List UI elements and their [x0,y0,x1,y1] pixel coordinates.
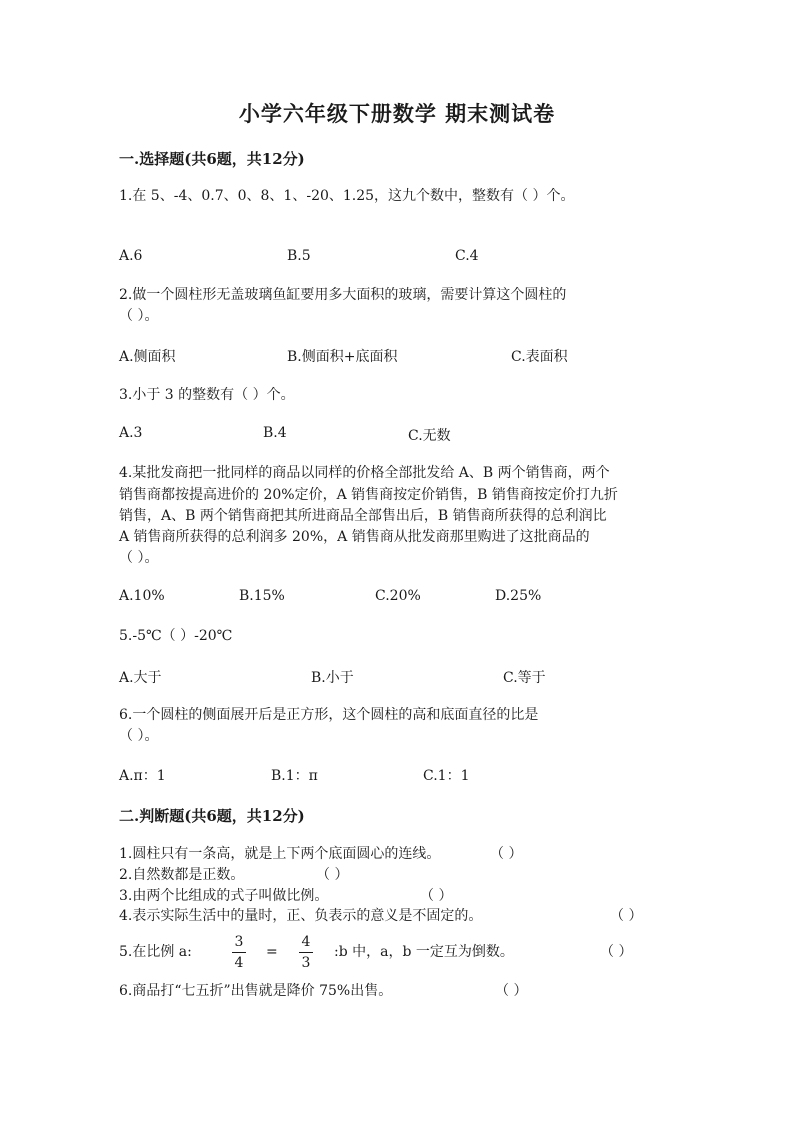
question-4-option-d: D.25% [495,588,542,604]
question-5-option-a: A.大于 [119,670,162,686]
judgement-6-text: 6.商品打“七五折”出售就是降价 75%出售。 [119,983,393,999]
fraction-numerator: 3 [234,934,244,950]
question-2-option-a: A.侧面积 [119,349,176,365]
judgement-3-text: 3.由两个比组成的式子叫做比例。 [119,888,329,904]
question-4-text-line-3: 销售，A、B 两个销售商把其所进商品全部售出后，B 销售商所获得的总利润比 [119,508,607,524]
question-2-text-line-2: （ ）。 [119,308,159,324]
judgement-5-equals: = [266,944,278,960]
question-4-text-line-5: （ ）。 [119,550,159,566]
question-5-option-b: B.小于 [311,670,354,686]
question-6-option-a: A.π：1 [119,768,166,784]
question-2-option-b: B.侧面积+底面积 [287,349,398,365]
judgement-6-blank: （ ） [495,983,528,999]
question-2-text-line-1: 2.做一个圆柱形无盖玻璃鱼缸要用多大面积的玻璃，需要计算这个圆柱的 [119,287,567,303]
judgement-4-blank: （ ） [610,908,643,924]
section-heading-judgement: 二.判断题(共6题，共12分) [119,807,305,825]
question-4-text-line-4: A 销售商所获得的总利润多 20%，A 销售商从批发商那里购进了这批商品的 [119,529,590,545]
question-5-option-c: C.等于 [503,670,546,686]
page-title: 小学六年级下册数学 期末测试卷 [238,101,556,126]
judgement-2-blank: （ ） [316,867,349,883]
question-3-option-a: A.3 [119,425,143,441]
judgement-5-text-after: :b 中，a，b 一定互为倒数。 [334,944,514,960]
question-3-option-b: B.4 [263,425,287,441]
question-4-option-c: C.20% [375,588,421,604]
judgement-1-blank: （ ） [490,846,523,862]
question-3-text: 3.小于 3 的整数有（ ）个。 [119,387,295,403]
fraction-numerator: 4 [301,934,311,950]
judgement-5-fraction-1 [231,934,247,971]
judgement-2-text: 2.自然数都是正数。 [119,867,245,883]
fraction-denominator: 3 [301,955,311,971]
question-1-option-a: A.6 [119,248,143,264]
question-1-option-c: C.4 [455,248,479,264]
fraction-bar [232,952,246,953]
question-6-text-line-2: （ ）。 [119,728,159,744]
judgement-1-text: 1.圆柱只有一条高，就是上下两个底面圆心的连线。 [119,846,441,862]
question-6-option-c: C.1：1 [423,768,470,784]
judgement-3-blank: （ ） [420,888,453,904]
fraction-denominator: 4 [234,955,244,971]
judgement-5-text-before: 5.在比例 a: [119,944,192,960]
judgement-4-text: 4.表示实际生活中的量时，正、负表示的意义是不固定的。 [119,908,483,924]
question-4-option-a: A.10% [119,588,165,604]
question-1-text: 1.在 5、-4、0.7、0、8、1、-20、1.25，这九个数中，整数有（ ）个。 [119,188,575,204]
question-4-option-b: B.15% [239,588,285,604]
question-4-text-line-2: 销售商都按提高进价的 20%定价，A 销售商按定价销售，B 销售商按定价打九折 [119,487,618,503]
question-3-option-c: C.无数 [408,428,451,444]
question-2-option-c: C.表面积 [511,349,568,365]
question-5-text: 5.-5℃（ ）-20℃ [119,628,233,644]
question-1-option-b: B.5 [287,248,311,264]
question-6-text-line-1: 6.一个圆柱的侧面展开后是正方形，这个圆柱的高和底面直径的比是 [119,707,539,723]
judgement-5-fraction-2 [298,934,314,971]
question-6-option-b: B.1：π [271,768,318,784]
fraction-bar [299,952,313,953]
judgement-5-blank: （ ） [600,944,633,960]
question-4-text-line-1: 4.某批发商把一批同样的商品以同样的价格全部批发给 A、B 两个销售商，两个 [119,465,610,481]
section-heading-choice: 一.选择题(共6题，共12分) [119,150,305,168]
